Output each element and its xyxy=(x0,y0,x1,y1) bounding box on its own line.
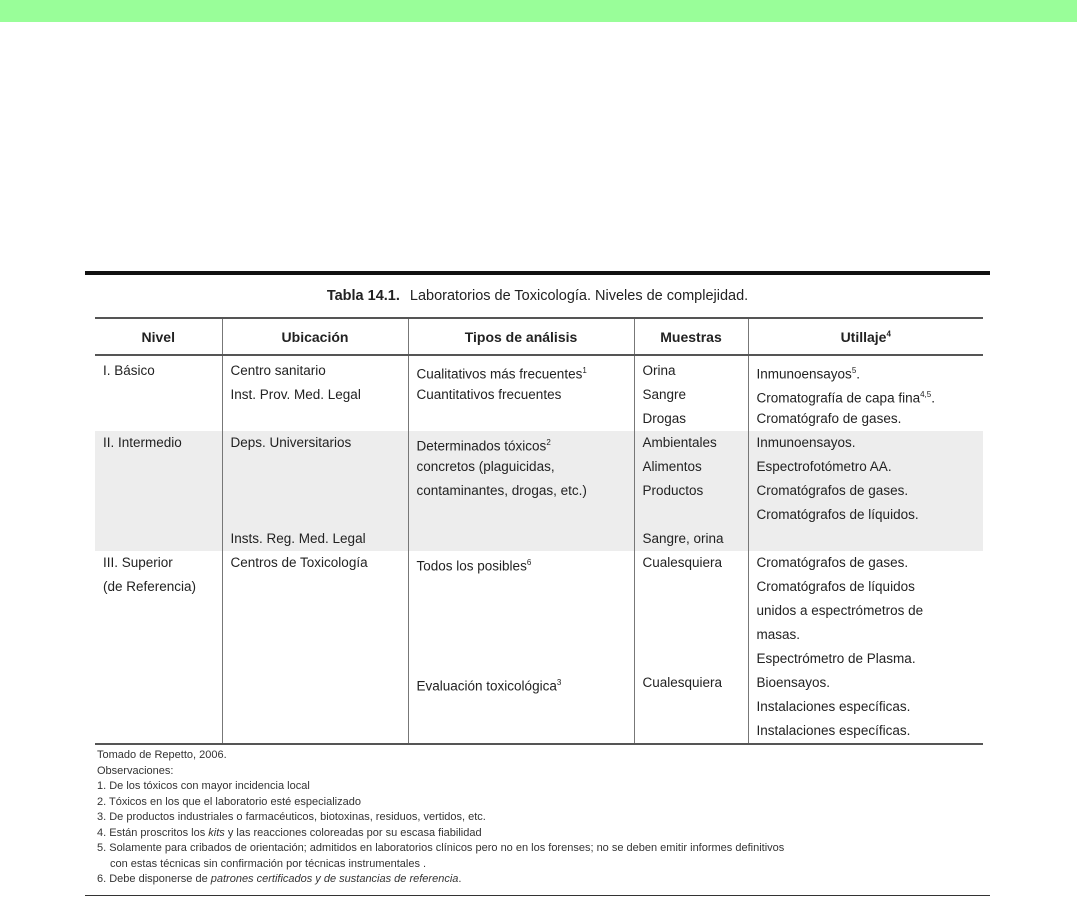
line-text: Inmunoensayos. xyxy=(756,435,856,450)
caption-text: Laboratorios de Toxicología. Niveles de complejidad. xyxy=(409,288,749,304)
line-text: Inmunoensayos xyxy=(756,366,852,382)
table-cell xyxy=(222,431,408,551)
cell-line xyxy=(643,503,748,527)
line-text: Instalaciones específicas. xyxy=(756,723,911,738)
header-row xyxy=(95,318,983,355)
cell-line xyxy=(757,623,984,647)
line-text: concretos (plaguicidas, xyxy=(416,459,555,474)
header-text: Muestras xyxy=(660,328,722,345)
top-green-bar xyxy=(0,0,1077,22)
cell-line xyxy=(417,455,634,479)
cell-line xyxy=(757,599,984,623)
cell-line xyxy=(97,748,990,764)
line-text: Centros de Toxicología xyxy=(230,555,368,570)
caption-label: Tabla 14.1. xyxy=(326,288,400,304)
cell-line xyxy=(757,671,984,695)
footnote-ref: 6 xyxy=(526,558,532,567)
cell-line xyxy=(643,623,748,647)
cell-line xyxy=(757,383,984,407)
cell-line xyxy=(231,383,408,407)
cell-line xyxy=(757,575,984,599)
cell-line xyxy=(103,551,222,575)
cell-line xyxy=(643,479,748,503)
cell-line xyxy=(643,671,748,695)
cell-line xyxy=(757,551,984,575)
cell-line xyxy=(417,359,634,383)
cell-line xyxy=(417,479,634,503)
footnote-ref: 5 xyxy=(851,366,857,375)
table-cell xyxy=(95,431,222,551)
bottom-rule xyxy=(85,895,990,896)
line-text: Sangre, orina xyxy=(642,531,724,546)
cell-line xyxy=(417,575,634,599)
italic-text: patrones certificados y de sustancias de referencia xyxy=(210,873,459,885)
line-text: Determinados tóxicos xyxy=(416,438,547,454)
line-text: 3. De productos industriales o farmacéuticos, biotoxinas, residuos, vertidos, etc. xyxy=(97,811,486,823)
line-text: Productos xyxy=(642,483,704,498)
line-text: 1. De los tóxicos con mayor incidencia local xyxy=(97,780,310,792)
table-row xyxy=(95,355,983,431)
line-text: Cuantitativos frecuentes xyxy=(416,387,562,402)
cell-line xyxy=(643,383,748,407)
line-text: Cromatógrafo de gases. xyxy=(756,411,902,426)
table-cell xyxy=(408,431,634,551)
cell-line xyxy=(643,551,748,575)
line-text: Cromatógrafos de líquidos. xyxy=(756,507,919,522)
column-header xyxy=(95,318,222,355)
line-text: Insts. Reg. Med. Legal xyxy=(230,531,366,546)
table-notes xyxy=(97,748,990,888)
footnote-ref: 3 xyxy=(556,678,562,687)
cell-line xyxy=(231,479,408,503)
line-text: Ambientales xyxy=(642,435,717,450)
line-text: Cromatógrafos de gases. xyxy=(756,483,909,498)
line-text: II. Intermedio xyxy=(103,435,182,450)
table-cell xyxy=(95,551,222,744)
cell-line xyxy=(757,479,984,503)
cell-line xyxy=(103,359,222,383)
line-text: Cromatógrafos de gases. xyxy=(756,555,909,570)
line-text: Cualesquiera xyxy=(642,675,723,690)
footnote-ref: 4,5 xyxy=(920,390,932,399)
cell-line xyxy=(643,575,748,599)
header-text: Ubicación xyxy=(281,328,349,345)
line-text: con estas técnicas sin confirmación por técnicas instrumentales . xyxy=(110,857,427,870)
cell-line xyxy=(97,841,990,857)
cell-line xyxy=(97,872,990,888)
cell-line xyxy=(231,551,408,575)
header-text: Tipos de análisis xyxy=(464,328,578,345)
cell-line xyxy=(757,431,984,455)
line-text: Alimentos xyxy=(642,459,702,474)
cell-line xyxy=(417,647,634,671)
cell-line xyxy=(757,503,984,527)
table-cell xyxy=(634,355,748,431)
line-text: Observaciones: xyxy=(97,764,174,777)
line-text: Sangre xyxy=(642,387,687,402)
cell-line xyxy=(231,527,408,551)
cell-line xyxy=(757,359,984,383)
line-text: Bioensayos. xyxy=(756,675,831,690)
cell-line xyxy=(643,359,748,383)
cell-line xyxy=(643,407,748,431)
cell-line xyxy=(417,623,634,647)
header-text: Utillaje xyxy=(840,328,887,345)
line-text: 4. Están proscritos los xyxy=(97,826,209,839)
cell-line xyxy=(97,779,990,795)
line-text: Espectrofotómetro AA. xyxy=(756,459,892,474)
line-text: Cromatógrafos de líquidos xyxy=(756,579,915,594)
line-text: Espectrómetro de Plasma. xyxy=(756,651,916,666)
footnote-ref: 2 xyxy=(546,438,551,447)
line-text: contaminantes, drogas, etc.) xyxy=(416,483,587,498)
table-cell xyxy=(408,355,634,431)
cell-line xyxy=(757,695,984,719)
complexity-table xyxy=(95,317,983,745)
line-text: Cualesquiera xyxy=(642,555,723,570)
line-text: Cualitativos más frecuentes xyxy=(416,366,583,382)
line-text: Todos los posibles xyxy=(416,558,527,574)
column-header xyxy=(408,318,634,355)
cell-line xyxy=(231,455,408,479)
line-text: 2. Tóxicos en los que el laboratorio esté especializado xyxy=(97,795,361,808)
table-cell xyxy=(408,551,634,744)
italic-text: kits xyxy=(208,826,225,839)
cell-line xyxy=(103,431,222,455)
line-text: III. Superior xyxy=(103,555,173,570)
table-cell xyxy=(634,551,748,744)
line-text: Orina xyxy=(642,363,676,378)
line-text: Instalaciones específicas. xyxy=(756,699,911,714)
top-rule xyxy=(85,271,990,275)
line-text: Inst. Prov. Med. Legal xyxy=(230,387,361,402)
cell-line xyxy=(97,826,990,842)
line-text: 5. Solamente para cribados de orientación; admitidos en laboratorios clínicos pero no en los forenses; no se deben emitir informes definitivos xyxy=(97,842,785,854)
line-text: unidos a espectrómetros de xyxy=(756,603,924,618)
line-text: Deps. Universitarios xyxy=(230,435,352,450)
cell-line xyxy=(97,764,990,780)
line-text: Centro sanitario xyxy=(230,363,326,378)
cell-line xyxy=(231,359,408,383)
cell-line xyxy=(643,647,748,671)
line-text: Evaluación toxicológica xyxy=(416,678,557,694)
line-text: Cromatografía de capa fina xyxy=(756,390,921,406)
header-text: Nivel xyxy=(141,328,175,345)
cell-line xyxy=(231,431,408,455)
cell-line xyxy=(757,407,984,431)
table-cell xyxy=(222,355,408,431)
line-text: Drogas xyxy=(642,411,687,426)
cell-line xyxy=(417,431,634,455)
line-suffix: . xyxy=(931,390,935,406)
table-cell xyxy=(222,551,408,744)
cell-line xyxy=(643,527,748,551)
cell-line xyxy=(97,810,990,826)
cell-line xyxy=(231,503,408,527)
footnote-ref: 4 xyxy=(886,328,891,338)
line-text: (de Referencia) xyxy=(103,579,197,594)
cell-line xyxy=(97,857,990,873)
table-caption xyxy=(85,288,990,304)
table-cell xyxy=(748,431,983,551)
table-row xyxy=(95,431,983,551)
cell-line xyxy=(417,599,634,623)
line-text: masas. xyxy=(756,627,801,642)
line-suffix: . xyxy=(458,873,462,885)
cell-line xyxy=(97,795,990,811)
cell-line xyxy=(757,719,984,743)
column-header xyxy=(222,318,408,355)
table-cell xyxy=(634,431,748,551)
cell-line xyxy=(417,671,634,695)
cell-line xyxy=(643,599,748,623)
line-suffix: . xyxy=(856,366,861,382)
line-suffix: y las reacciones coloreadas por su escasa fiabilidad xyxy=(224,826,482,839)
column-header xyxy=(748,318,983,355)
table-cell xyxy=(748,551,983,744)
table-row xyxy=(95,551,983,744)
cell-line xyxy=(757,647,984,671)
line-text: Tomado de Repetto, 2006. xyxy=(97,749,227,761)
footnote-ref: 1 xyxy=(582,366,587,375)
cell-line xyxy=(757,455,984,479)
table-cell xyxy=(95,355,222,431)
line-text: 6. Debe disponerse de xyxy=(97,873,211,885)
line-text: I. Básico xyxy=(103,363,155,378)
cell-line xyxy=(103,575,222,599)
cell-line xyxy=(643,455,748,479)
cell-line xyxy=(417,383,634,407)
table-document xyxy=(85,271,990,896)
table-cell xyxy=(748,355,983,431)
column-header xyxy=(634,318,748,355)
cell-line xyxy=(643,431,748,455)
cell-line xyxy=(417,551,634,575)
